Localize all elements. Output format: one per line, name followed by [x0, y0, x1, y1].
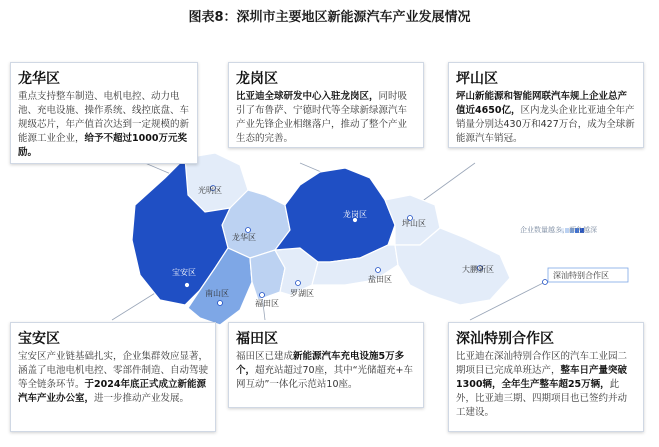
district-shape-longgang	[275, 168, 395, 262]
card-pingshan	[448, 62, 644, 148]
card-text-futian: 福田区已建成	[236, 351, 294, 362]
district-label-luohu: 罗湖区	[290, 289, 314, 298]
card-body-pingshan	[456, 90, 636, 146]
card-bold-longgang: 比亚迪全球研发中心入驻龙岗区，	[236, 91, 379, 102]
card-body-baoan	[18, 350, 208, 406]
page-title: 图表8：深圳市主要地区新能源汽车产业发展情况	[188, 10, 471, 25]
map-legend	[520, 225, 597, 235]
card-bold-longhua: 给予不超过1000万元奖励。	[18, 133, 187, 158]
card-text-baoan: 宝安区产业链基础扎实，企业集群效应显著，涵盖了电池电机电控、零部件制造、自动驾驶等全链条环节。	[18, 351, 209, 390]
card-text-pingshan: 区内龙头企业比亚迪全年产销量分别达430万和427万台，成为全球新能源汽车销冠。	[456, 105, 635, 144]
district-label-baoan: 宝安区	[172, 268, 196, 277]
card-bold-baoan: 于2024年底正式成立新能源汽车产业办公室，	[18, 379, 206, 404]
card-title-futian: 福田区	[236, 331, 278, 347]
card-text2-shenshan: 此外，比亚迪三期、四期项目也已签约并动工建设。	[456, 379, 628, 418]
card-body-futian	[236, 350, 416, 392]
card-bold-shenshan: 整车日产量突破1300辆，全年生产整车超25万辆，	[456, 365, 628, 390]
district-label-longgang: 龙岗区	[343, 210, 367, 219]
legend-text: 企业数量越多，颜色越深	[520, 226, 597, 234]
card-baoan	[10, 322, 216, 432]
card-title-pingshan: 坪山区	[456, 71, 498, 87]
card-title-baoan: 宝安区	[18, 331, 60, 347]
card-shenshan	[448, 322, 644, 432]
card-body-longgang	[236, 90, 416, 146]
card-text-shenshan: 比亚迪在深汕特别合作区的汽车工业园二期项目已完成单班达产，	[456, 351, 628, 376]
card-longhua	[10, 62, 198, 164]
card-bold-futian: 新能源汽车充电设施5万多个，	[236, 351, 405, 376]
district-label-shenshan: 深汕特别合作区	[553, 271, 609, 280]
card-text-longgang: 同时吸引了布鲁萨、宁德时代等全球新绿源汽车产业先锋企业相继落户，推动了整个产业生态的完善。	[236, 91, 408, 144]
district-label-futian: 福田区	[255, 299, 279, 308]
card-body-longhua	[18, 90, 190, 160]
card-bold-pingshan: 坪山新能源和智能网联汽车规上企业总产值近4650亿，	[456, 91, 628, 116]
card-text-longhua: 重点支持整车制造、电机电控、动力电池、充电设施、操作系统、线控底盘、车规级芯片，年产值首次达到一定规模的新能源工业企业，	[18, 91, 190, 144]
district-label-nanshan: 南山区	[205, 289, 229, 298]
card-title-longhua: 龙华区	[18, 71, 60, 87]
district-label-guangming: 光明区	[198, 186, 222, 195]
district-label-pingshan: 坪山区	[402, 219, 426, 228]
card-title-longgang: 龙岗区	[236, 71, 278, 87]
card-text2-futian: 超充站超过70座，其中“光储超充+车网互动”一体化示范站10座。	[236, 365, 413, 390]
card-text2-baoan: 进一步推动产业发展。	[94, 393, 190, 404]
card-title-shenshan: 深汕特别合作区	[456, 331, 554, 347]
district-label-yantian: 盐田区	[368, 275, 392, 284]
card-futian	[228, 322, 424, 408]
card-body-shenshan	[456, 350, 636, 420]
card-longgang	[228, 62, 424, 148]
district-label-longhua: 龙华区	[232, 233, 256, 242]
district-label-dapeng: 大鹏新区	[462, 265, 494, 274]
